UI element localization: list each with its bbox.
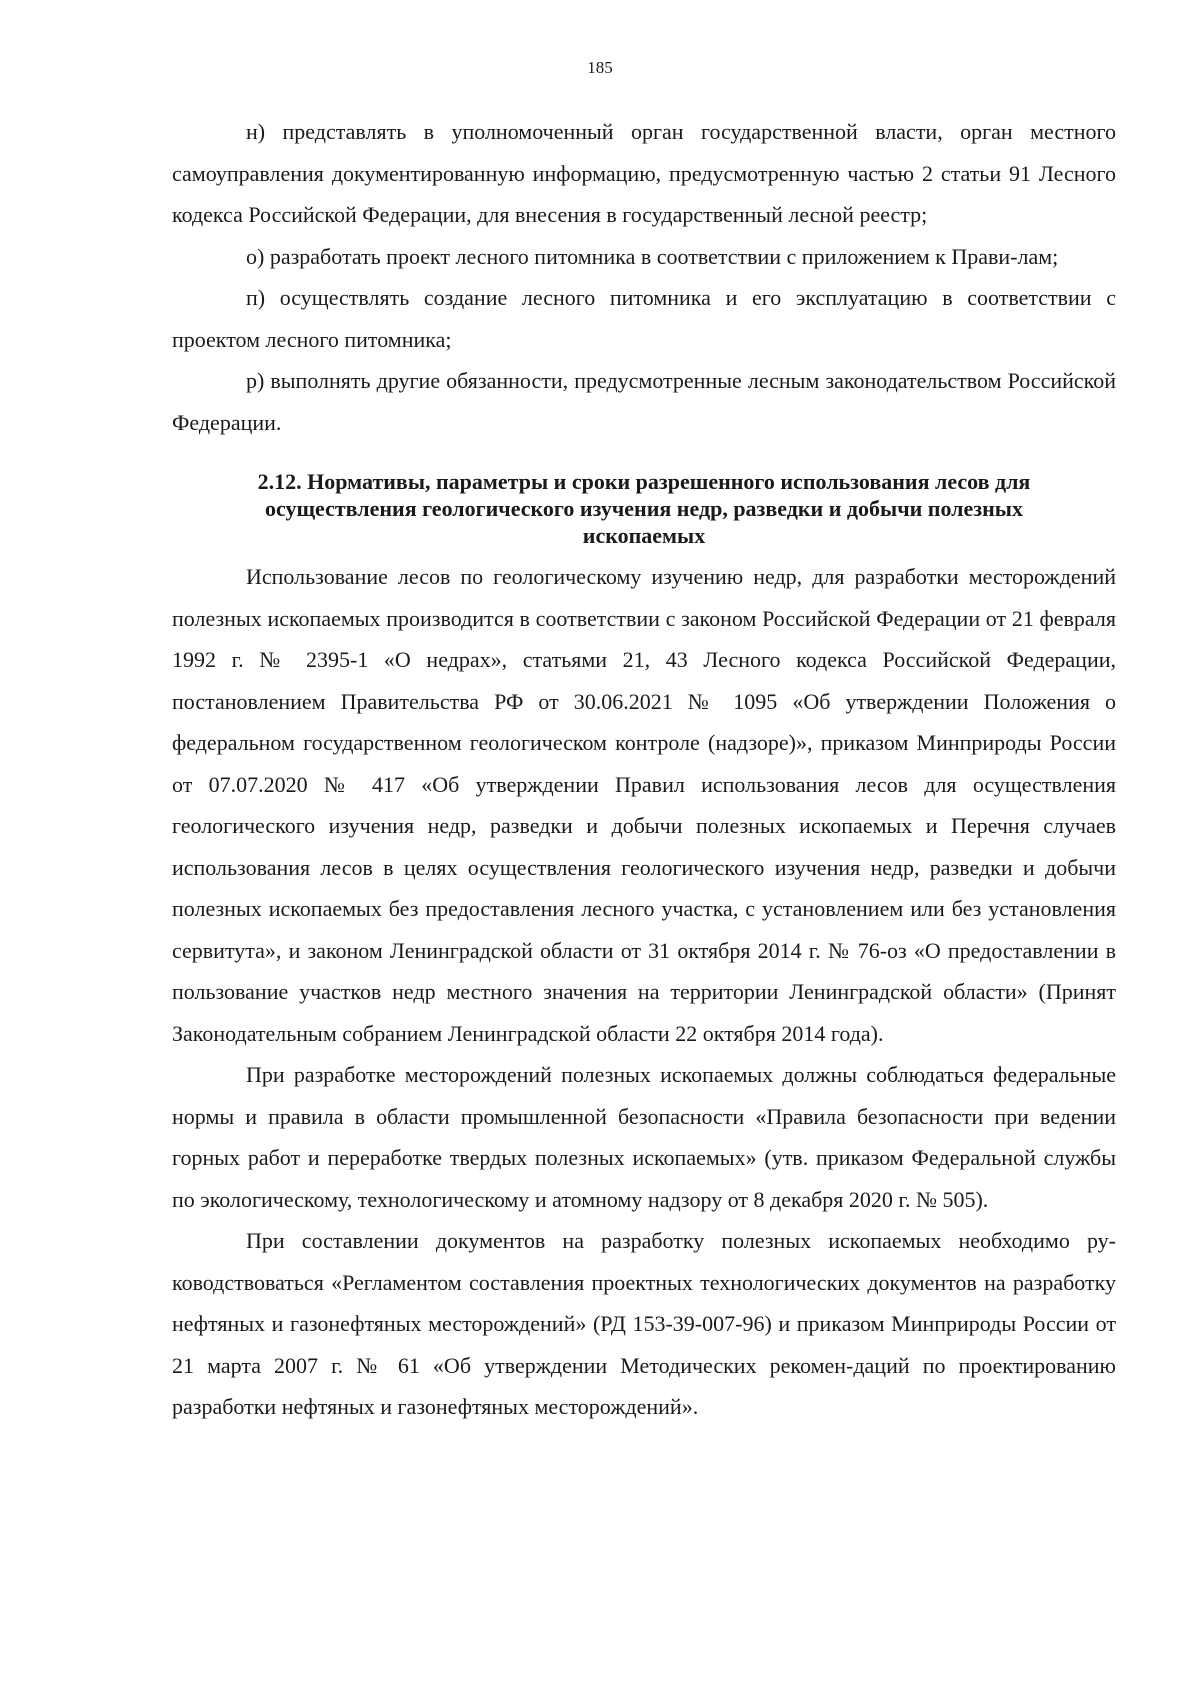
document-body xyxy=(172,111,1116,1428)
paragraph-item-p: п) осуществлять создание лесного питомника и его эксплуатацию в соответствии с проектом лесного питомника; xyxy=(172,285,1116,352)
section-heading: 2.12. Нормативы, параметры и сроки разрешенного использования лесов для осуществления геологического изучения недр, разведки и добычи полезных ископаемых xyxy=(257,469,1031,548)
paragraph-development-documents: При составлении документов на разработку полезных ископаемых необходимо ру-ководствоваться «Регламентом составления проектных технологических документов на разработку нефтяных и газонефтяных месторождений» (РД 153-39-007-96) и приказом Минприроды России от 21 марта 2007 г. № 61 «Об утверждении Методических рекомен-даций по проектированию разработки нефтяных и газонефтяных месторождений». xyxy=(172,1228,1116,1419)
page-number: 185 xyxy=(587,58,613,77)
paragraph-item-r: р) выполнять другие обязанности, предусмотренные лесным законодательством Российской Федерации. xyxy=(172,368,1116,435)
paragraph-forest-use-legislation: Использование лесов по геологическому изучению недр, для разработки месторождений полезных ископаемых производится в соответствии с законом Российской Федерации от 21 февраля 1992 г. № 2395-1 «О недрах», статьями 21, 43 Лесного кодекса Российской Федерации, постановлением Правительства РФ от 30.06.2021 № 1095 «Об утверждении Положения о федеральном государственном геологическом контроле (надзоре)», приказом Минприроды России от 07.07.2020 № 417 «Об утверждении Правил использования лесов для осуществления геологического изучения недр, разведки и добычи полезных ископаемых и Перечня случаев использования лесов в целях осуществления геологического изучения недр, разведки и добычи полезных ископаемых без предоставления лесного участка, с установлением или без установления сервитута», и законом Ленинградской области от 31 октября 2014 г. № 76-оз «О предоставлении в пользование участков недр местного значения на территории Ленинградской области» (Принят Законодательным собранием Ленинградской области 22 октября 2014 года). xyxy=(172,564,1116,1046)
paragraph-safety-rules: При разработке месторождений полезных ископаемых должны соблюдаться федеральные нормы и правила в области промышленной безопасности «Правила безопасности при ведении горных работ и переработке твердых полезных ископаемых» (утв. приказом Федеральной службы по экологическому, технологическому и атомному надзору от 8 декабря 2020 г. № 505). xyxy=(172,1062,1116,1212)
paragraph-item-o: о) разработать проект лесного питомника в соответствии с приложением к Прави-лам; xyxy=(246,243,1059,269)
paragraph-item-n: н) представлять в уполномоченный орган государственной власти, орган местного самоуправления документированную информацию, предусмотренную частью 2 статьи 91 Лесного кодекса Российской Федерации, для внесения в государственный лесной реестр; xyxy=(172,119,1116,227)
